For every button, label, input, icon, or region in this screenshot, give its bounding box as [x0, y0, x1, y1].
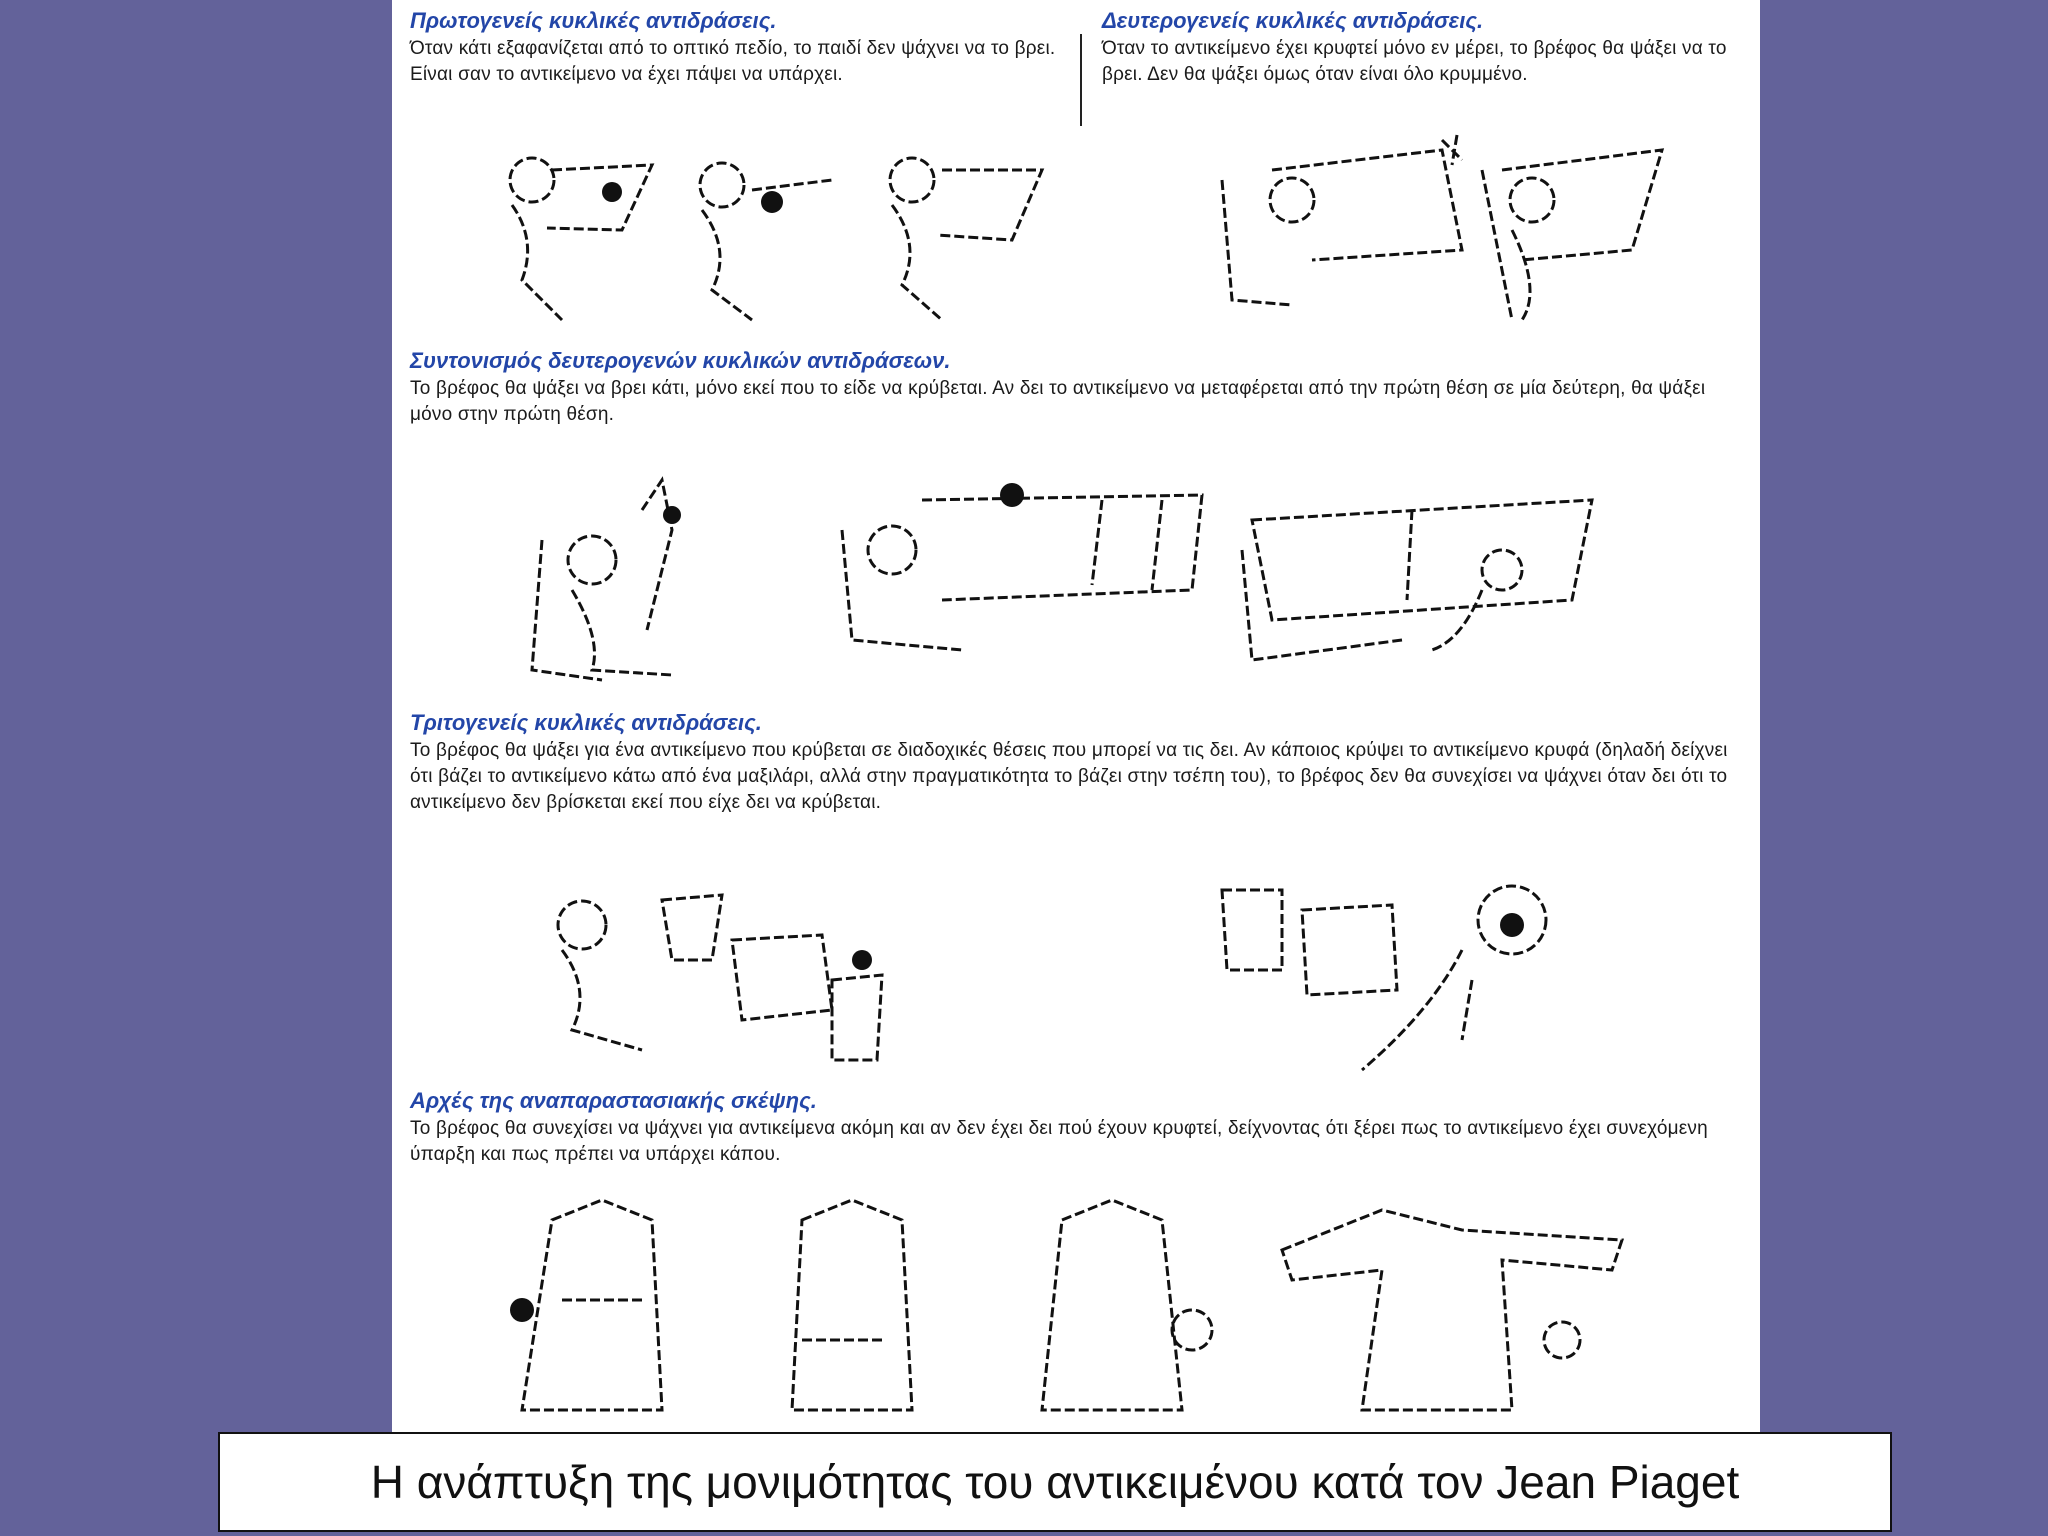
section-text: Όταν το αντικείμενο έχει κρυφτεί μόνο εν μέρει, το βρέφος θα ψάξει να το βρει. Δεν θα ψάξει όμως όταν είναι όλο κρυμμένο.: [1102, 38, 1727, 85]
section-heading: Τριτογενείς κυκλικές αντιδράσεις.: [410, 710, 762, 735]
illustration-tertiary-2: [1212, 870, 1612, 1080]
section-heading: Συντονισμός δευτερογενών κυκλικών αντιδράσεων.: [410, 348, 951, 373]
section-representational: [410, 1088, 1750, 1168]
illustration-tertiary-1: [522, 880, 982, 1080]
section-text: Το βρέφος θα ψάξει να βρει κάτι, μόνο εκεί που το είδε να κρύβεται. Αν δει το αντικείμενο να μεταφέρεται από την πρώτη θέση σε μία δεύτερη, θα ψάξει μόνο στην πρώτη θέση.: [410, 378, 1706, 425]
section-text: Το βρέφος θα ψάξει για ένα αντικείμενο που κρύβεται σε διαδοχικές θέσεις που μπορεί να τις δει. Αν κάποιος κρύψει το αντικείμενο κρυφά (δηλαδή δείχνει ότι βάζει το αντικείμενο κάτω από ένα μαξιλάρι, αλλά στην πραγματικότητα το βάζει στην τσέπη του), το βρέφος δεν θα συνεχίσει να ψάχνει όταν δει ότι το αντικείμενο δεν βρίσκεται εκεί που είχε δει να κρύβεται.: [410, 740, 1728, 813]
section-heading: Δευτερογενείς κυκλικές αντιδράσεις.: [1102, 8, 1484, 33]
illustration-coordination-2: [822, 460, 1222, 660]
illustration-representational: [502, 1190, 1632, 1420]
column-divider: [1080, 34, 1082, 126]
illustration-coordination-3: [1232, 490, 1612, 670]
illustration-coordination-1: [522, 470, 732, 690]
illustration-primary-reactions: [492, 150, 1072, 330]
section-secondary: [1102, 8, 1752, 88]
document-sheet: [392, 0, 1760, 1432]
section-primary: [410, 8, 1070, 88]
illustration-secondary-reactions: [1212, 130, 1672, 330]
slide-caption: Η ανάπτυξη της μονιμότητας του αντικειμένου κατά τον Jean Piaget: [370, 1456, 1740, 1508]
section-heading: Πρωτογενείς κυκλικές αντιδράσεις.: [410, 8, 777, 33]
section-tertiary: [410, 710, 1750, 816]
section-coordination: [410, 348, 1750, 428]
section-text: Όταν κάτι εξαφανίζεται από το οπτικό πεδίο, το παιδί δεν ψάχνει να το βρει. Είναι σαν το αντικείμενο να έχει πάψει να υπάρχει.: [410, 38, 1056, 85]
section-text: Το βρέφος θα συνεχίσει να ψάχνει για αντικείμενα ακόμη και αν δεν έχει δει πού έχουν κρυφτεί, δείχνοντας ότι ξέρει πως το αντικείμενο έχει συνεχόμενη ύπαρξη και πως πρέπει να υπάρχει κάπου.: [410, 1118, 1708, 1165]
section-heading: Αρχές της αναπαραστασιακής σκέψης.: [410, 1088, 817, 1113]
caption-box: [218, 1432, 1892, 1532]
